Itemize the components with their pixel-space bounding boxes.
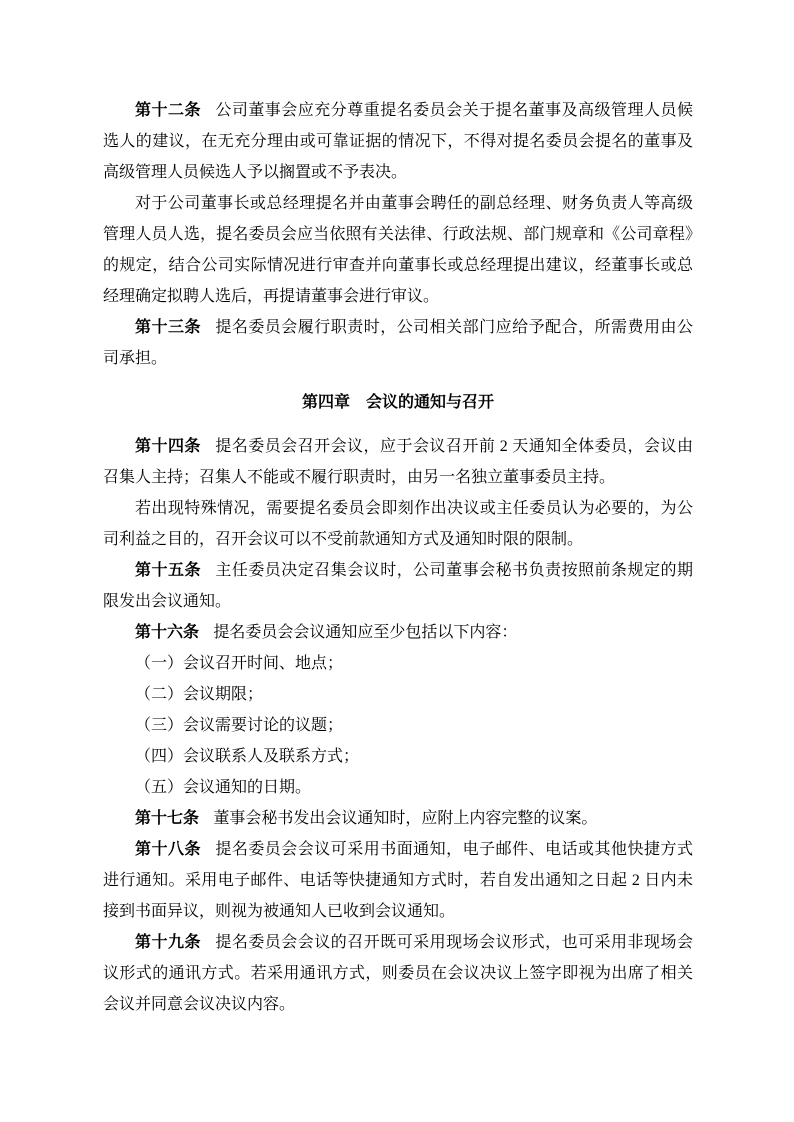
article-14-number: 第十四条 bbox=[135, 438, 201, 455]
article-18-text: 提名委员会会议可采用书面通知，电子邮件、电话或其他快捷方式进行通知。采用电子邮件、电话等快捷通知方式时，若自发出通知之日起 2 日内未接到书面异议，则视为被通知人已收到会议通知。 bbox=[103, 841, 693, 920]
article-14-continuation-text: 若出现特殊情况，需要提名委员会即刻作出决议或主任委员认为必要的，为公司利益之目的，召开会议可以不受前款通知方式及通知时限的限制。 bbox=[103, 500, 693, 548]
list-item-3 bbox=[103, 710, 693, 741]
para-article-12-continuation bbox=[103, 188, 693, 312]
article-16-text: 提名委员会会议通知应至少包括以下内容： bbox=[213, 624, 518, 641]
article-19-text: 提名委员会会议的召开既可采用现场会议形式，也可采用非现场会议形式的通讯方式。若采用通讯方式，则委员在会议决议上签字即视为出席了相关会议并同意会议决议内容。 bbox=[103, 934, 693, 1013]
para-article-14-continuation bbox=[103, 493, 693, 555]
article-14-text: 提名委员会召开会议，应于会议召开前 2 天通知全体委员，会议由召集人主持；召集人不能或不履行职责时，由另一名独立董事委员主持。 bbox=[103, 438, 693, 486]
article-12-continuation-text: 对于公司董事长或总经理提名并由董事会聘任的副总经理、财务负责人等高级管理人员人选，提名委员会应当依照有关法律、行政法规、部门规章和《公司章程》的规定，结合公司实际情况进行审查并向董事长或总经理提出建议，经董事长或总经理确定拟聘人选后，再提请董事会进行审议。 bbox=[103, 195, 693, 305]
list-item-2 bbox=[103, 679, 693, 710]
para-article-18 bbox=[103, 834, 693, 927]
article-12-text: 公司董事会应充分尊重提名委员会关于提名董事及高级管理人员候选人的建议，在无充分理由或可靠证据的情况下，不得对提名委员会提名的董事及高级管理人员候选人予以搁置或不予表决。 bbox=[103, 102, 693, 181]
article-17-number: 第十七条 bbox=[135, 810, 200, 827]
para-article-17 bbox=[103, 803, 693, 834]
para-article-14 bbox=[103, 431, 693, 493]
article-13-text: 提名委员会履行职责时，公司相关部门应给予配合，所需费用由公司承担。 bbox=[103, 319, 693, 367]
para-article-19 bbox=[103, 927, 693, 1020]
list-item-3-text: （三）会议需要讨论的议题； bbox=[135, 717, 344, 734]
list-item-1-text: （一）会议召开时间、地点； bbox=[135, 655, 344, 672]
article-12-number: 第十二条 bbox=[135, 102, 201, 119]
para-article-16 bbox=[103, 617, 693, 648]
list-item-1 bbox=[103, 648, 693, 679]
para-article-15 bbox=[103, 555, 693, 617]
chapter-heading: 第四章 会议的通知与召开 bbox=[301, 394, 494, 411]
article-15-number: 第十五条 bbox=[135, 562, 201, 579]
article-19-number: 第十九条 bbox=[135, 934, 201, 951]
para-article-13 bbox=[103, 312, 693, 374]
article-18-number: 第十八条 bbox=[135, 841, 201, 858]
list-item-5 bbox=[103, 772, 693, 803]
list-item-4 bbox=[103, 741, 693, 772]
list-item-5-text: （五）会议通知的日期。 bbox=[135, 779, 312, 796]
para-article-12 bbox=[103, 95, 693, 188]
article-13-number: 第十三条 bbox=[135, 319, 201, 336]
article-16-number: 第十六条 bbox=[135, 624, 200, 641]
list-item-4-text: （四）会议联系人及联系方式； bbox=[135, 748, 360, 765]
article-15-text: 主任委员决定召集会议时，公司董事会秘书负责按照前条规定的期限发出会议通知。 bbox=[103, 562, 693, 610]
article-17-text: 董事会秘书发出会议通知时，应附上内容完整的议案。 bbox=[213, 810, 598, 827]
list-item-2-text: （二）会议期限； bbox=[135, 686, 264, 703]
